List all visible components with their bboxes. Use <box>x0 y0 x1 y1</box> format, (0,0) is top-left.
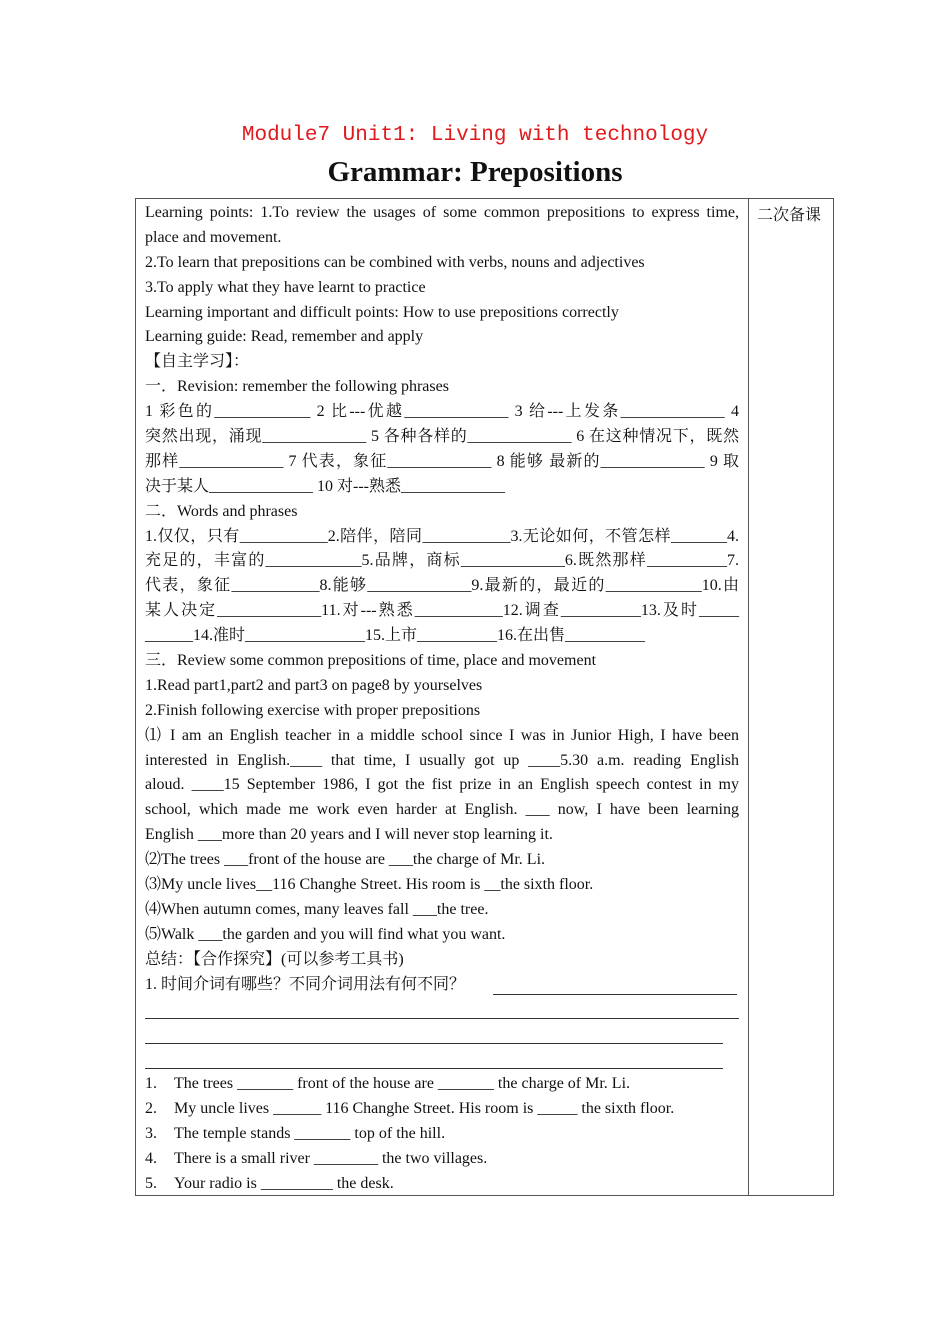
lesson-table <box>135 198 834 1196</box>
exercise-item <box>145 1147 739 1172</box>
text-line: ⑶My uncle lives__116 Changhe Street. His room is __the sixth floor. <box>145 876 594 894</box>
exercise-text: The trees _______ front of the house are _______ the charge of Mr. Li. <box>174 1075 631 1093</box>
exercise-number: 3. <box>145 1124 157 1142</box>
text-line: place and movement. <box>145 228 282 246</box>
exercise-number: 4. <box>145 1149 157 1167</box>
text-line: 一．Revision: remember the following phrases <box>145 378 449 396</box>
text-line: 1.仅仅，只有___________2.陪伴，陪同___________3.无论如何，不管怎样_______4. <box>145 527 739 545</box>
exercise-text: My uncle lives ______ 116 Changhe Street. His room is _____ the sixth floor. <box>174 1100 675 1118</box>
text-line: interested in English.____ that time, I usually got up ____5.30 a.m. reading English <box>145 751 739 769</box>
exercise-text: The temple stands _______ top of the hill. <box>174 1124 446 1142</box>
answer-blank[interactable] <box>145 973 739 998</box>
answer-blank-line[interactable] <box>145 1047 739 1072</box>
text-line: 三．Review some common prepositions of time, place and movement <box>145 652 597 670</box>
exercise-item <box>145 1072 739 1097</box>
text-line: school, which made me work even harder at English. ___ now, I have been learning <box>145 801 739 819</box>
question-line <box>145 973 739 998</box>
text-line: 【自主学习】： <box>145 353 250 371</box>
answer-blank-line[interactable] <box>145 998 739 1023</box>
text-line: 1 彩色的____________ 2 比---优越_____________ 3 给---上发条_____________ 4 <box>145 403 739 421</box>
text-line: ______14.准时_______________15.上市__________16.在出售__________ <box>145 627 646 645</box>
text-line: aloud. ____15 September 1986, I got the fist prize in an English speech contest in my <box>145 776 739 794</box>
exercise-number: 2. <box>145 1100 157 1118</box>
text-line: Learning important and difficult points: How to use prepositions correctly <box>145 303 619 321</box>
text-line: 突然出现，涌现_____________ 5 各种各样的_____________ 6 在这种情况下，既然 <box>145 428 739 446</box>
text-line: 充足的，丰富的____________5.品牌，商标_____________6.既然那样__________7. <box>145 552 739 570</box>
exercise-number: 1. <box>145 1075 157 1093</box>
text-line: 1.Read part1,part2 and part3 on page8 by yourselves <box>145 676 483 694</box>
text-line: 某人决定_____________11.对---熟悉___________12.调查__________13.及时_____ <box>145 602 739 620</box>
module-heading: Module7 Unit1: Living with technology <box>241 124 709 147</box>
text-line: ⑷When autumn comes, many leaves fall ___the tree. <box>145 900 489 918</box>
text-line: 2.To learn that prepositions can be combined with verbs, nouns and adjectives <box>145 253 645 271</box>
page-title: Grammar: Prepositions <box>327 156 623 188</box>
question-text: 1. 时间介词有哪些？不同介词用法有何不同？ <box>145 975 466 993</box>
text-line: Learning guide: Read, remember and apply <box>145 328 424 346</box>
text-line: 2.Finish following exercise with proper prepositions <box>145 701 481 719</box>
exercise-number: 5. <box>145 1174 157 1192</box>
text-line: English ___more than 20 years and I will never stop learning it. <box>145 826 553 844</box>
text-line: Learning points: 1.To review the usages of some common prepositions to express time, <box>145 204 739 221</box>
text-line: 代表，象征___________8.能够_____________9.最新的，最近的____________10.由 <box>145 577 739 595</box>
side-column-label: 二次备课 <box>757 207 822 224</box>
exercise-text: There is a small river ________ the two villages. <box>174 1149 488 1167</box>
text-line: 二．Words and phrases <box>145 502 298 520</box>
text-line: 总结：【合作探究】(可以参考工具书) <box>145 950 404 968</box>
text-line: ⑵The trees ___front of the house are ___the charge of Mr. Li. <box>145 851 546 869</box>
exercise-item <box>145 1097 739 1122</box>
lesson-content <box>145 201 739 1197</box>
text-line: 决于某人_____________ 10 对---熟悉_____________ <box>145 477 505 495</box>
column-divider <box>748 199 749 1195</box>
exercise-item <box>145 1172 739 1197</box>
text-line: ⑴ I am an English teacher in a middle school since I was in Junior High, I have been <box>145 726 739 744</box>
exercise-item <box>145 1122 739 1147</box>
text-line: 3.To apply what they have learnt to practice <box>145 278 426 296</box>
answer-blank-line[interactable] <box>145 1022 739 1047</box>
text-line: 那样_____________ 7 代表，象征_____________ 8 能够 最新的_____________ 9 取 <box>145 452 739 470</box>
exercise-text: Your radio is _________ the desk. <box>174 1174 394 1192</box>
text-line: ⑸Walk ___the garden and you will find what you want. <box>145 925 506 943</box>
